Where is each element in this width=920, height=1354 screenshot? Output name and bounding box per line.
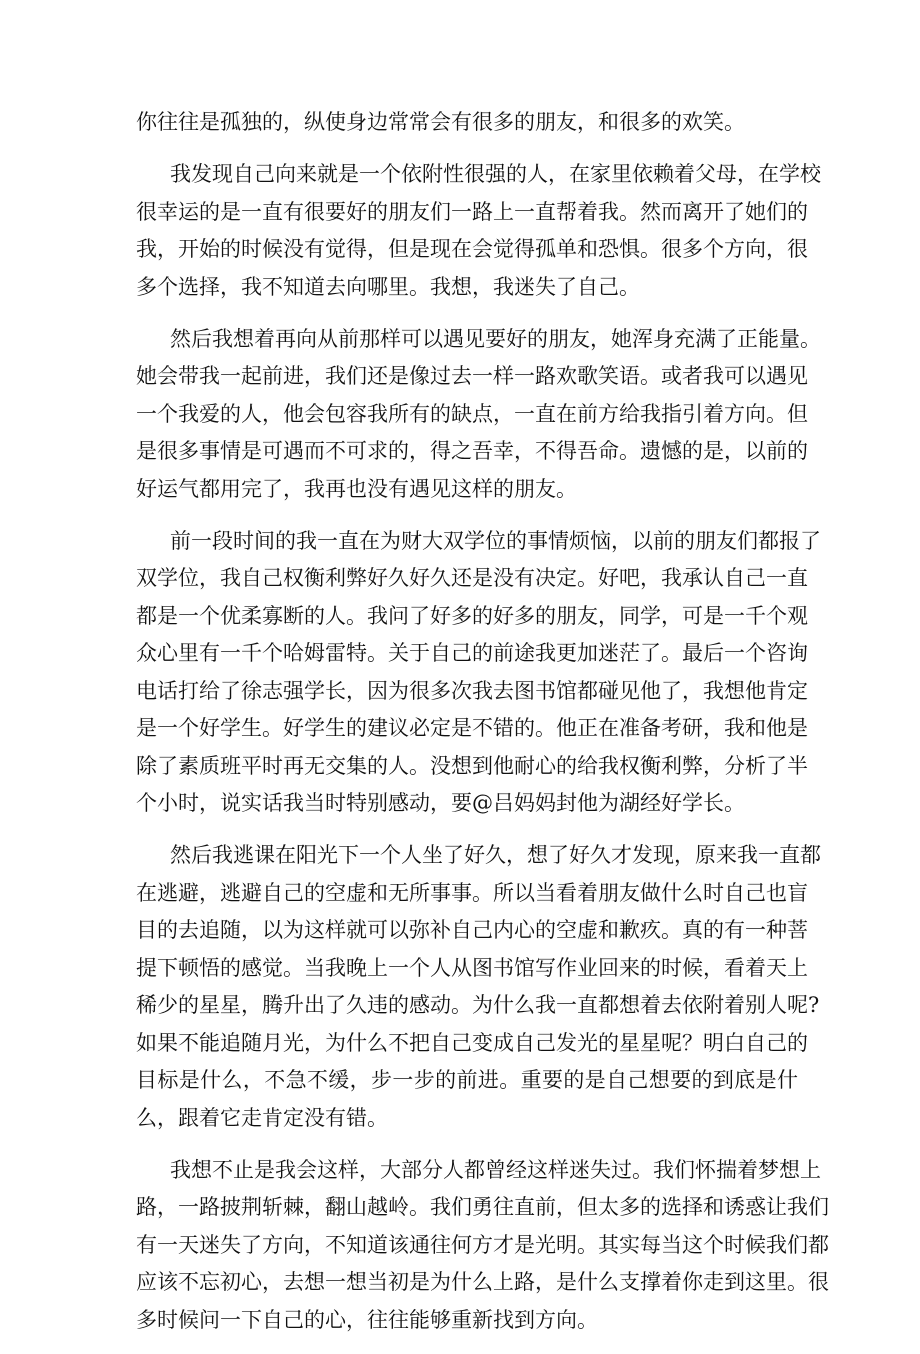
text-line: 她会带我一起前进，我们还是像过去一样一路欢歌笑语。或者我可以遇见 (136, 364, 808, 388)
text-line: 很幸运的是一直有很要好的朋友们一路上一直帮着我。然而离开了她们的 (136, 199, 808, 224)
text-line: 然后我逃课在阳光下一个人坐了好久，想了好久才发现，原来我一直都 (170, 843, 821, 867)
paragraph-2 (136, 156, 821, 306)
text-line: 双学位，我自己权衡利弊好久好久还是没有决定。好吧，我承认自己一直 (136, 566, 808, 590)
text-line: 我想不止是我会这样，大部分人都曾经这样迷失过。我们怀揣着梦想上 (170, 1157, 821, 1182)
text-line: 然后我想着再向从前那样可以遇见要好的朋友，她浑身充满了正能量。 (170, 326, 821, 351)
text-line: 如果不能追随月光，为什么不把自己变成自己发光的星星呢？明白自己的 (136, 1030, 808, 1055)
text-line: 前一段时间的我一直在为财大双学位的事情烦恼，以前的朋友们都报了 (170, 528, 821, 553)
paragraph-6 (136, 1152, 829, 1340)
paragraph-3 (136, 321, 821, 509)
text-line: 目标是什么，不急不缓，步一步的前进。重要的是自己想要的到底是什 (136, 1068, 798, 1092)
text-line: 众心里有一千个哈姆雷特。关于自己的前途我更加迷茫了。最后一个咨询 (136, 641, 808, 665)
text-line: 在逃避，逃避自己的空虚和无所事事。所以当看着朋友做什么时自己也盲 (136, 880, 808, 905)
text-line: 个小时，说实话我当时特别感动，要@吕妈妈封他为湖经好学长。 (136, 791, 745, 815)
text-line: 目的去追随，以为这样就可以弥补自己内心的空虚和歉疚。真的有一种菩 (136, 918, 808, 942)
text-line: 多个选择，我不知道去向哪里。我想，我迷失了自己。 (136, 274, 640, 299)
text-line: 提下顿悟的感觉。当我晚上一个人从图书馆写作业回来的时候，看着天上 (136, 955, 808, 980)
text-line: 稀少的星星，腾升出了久违的感动。为什么我一直都想着去依附着别人呢? (136, 993, 820, 1017)
text-line: 是一个好学生。好学生的建议必定是不错的。他正在准备考研，我和他是 (136, 716, 808, 740)
text-line: 都是一个优柔寡断的人。我问了好多的好多的朋友，同学，可是一千个观 (136, 603, 808, 628)
text-line: 我，开始的时候没有觉得，但是现在会觉得孤单和恐惧。很多个方向，很 (136, 237, 808, 261)
text-line: 好运气都用完了，我再也没有遇见这样的朋友。 (136, 476, 577, 501)
document-body (136, 104, 829, 1354)
text-line: 应该不忘初心，去想一想当初是为什么上路，是什么支撑着你走到这里。很 (136, 1270, 829, 1294)
text-line: 电话打给了徐志强学长，因为很多次我去图书馆都碰见他了，我想他肯定 (136, 678, 808, 703)
text-line: 多时候问一下自己的心，往往能够重新找到方向。 (136, 1307, 598, 1332)
text-line: 你往往是孤独的，纵使身边常常会有很多的朋友，和很多的欢笑。 (136, 110, 745, 134)
paragraph-1 (136, 104, 798, 142)
paragraph-5 (136, 837, 821, 1137)
text-line: 除了素质班平时再无交集的人。没想到他耐心的给我权衡利弊，分析了半 (136, 753, 808, 778)
text-line: 路，一路披荆斩棘，翻山越岭。我们勇往直前，但太多的选择和诱惑让我们 (136, 1195, 829, 1219)
text-line: 么，跟着它走肯定没有错。 (136, 1105, 388, 1130)
text-line: 一个我爱的人，他会包容我所有的缺点，一直在前方给我指引着方向。但 (136, 401, 808, 426)
paragraph-4 (136, 523, 821, 823)
text-line: 是很多事情是可遇而不可求的，得之吾幸，不得吾命。遗憾的是，以前的 (136, 439, 808, 463)
text-line: 我发现自己向来就是一个依附性很强的人，在家里依赖着父母，在学校 (170, 162, 821, 186)
text-line: 有一天迷失了方向，不知道该通往何方才是光明。其实每当这个时候我们都 (136, 1232, 829, 1257)
